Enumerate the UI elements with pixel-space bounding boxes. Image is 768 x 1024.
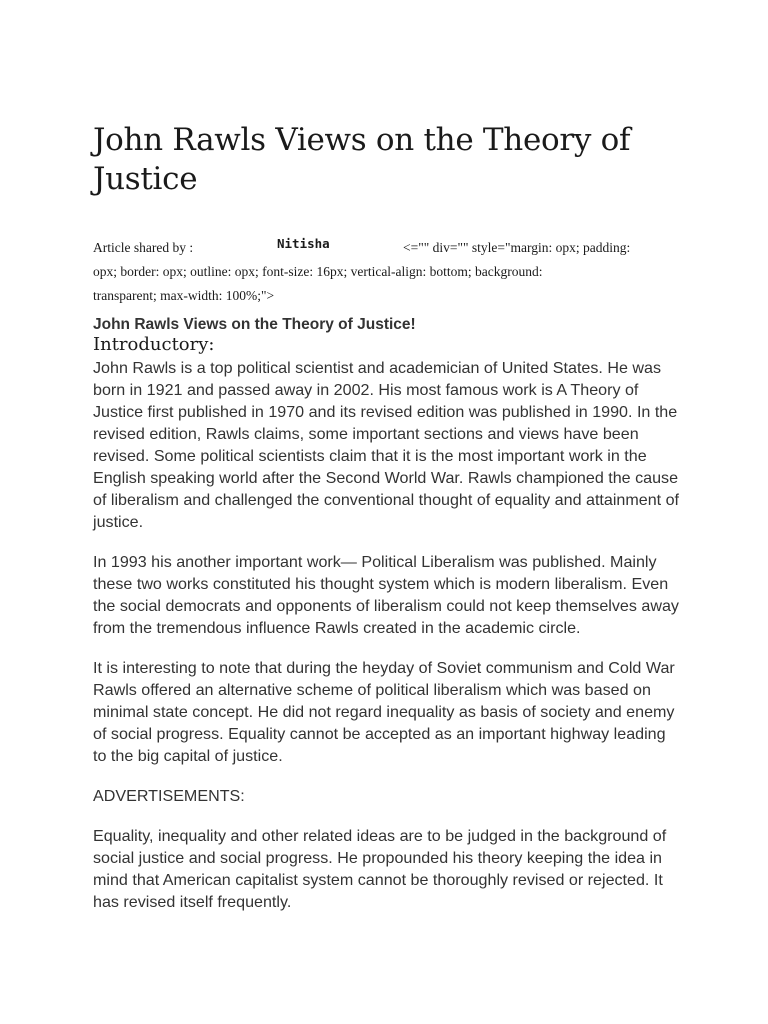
byline-stray-markup-3: transparent; max-width: 100%;"> [93, 288, 275, 303]
article-body [93, 357, 683, 931]
byline-label: Article shared by : [93, 240, 194, 255]
article-title: John Rawls Views on the Theory of Justice [93, 122, 631, 197]
advertisement-label: ADVERTISEMENTS: [93, 787, 245, 805]
byline-row-1 [93, 236, 673, 260]
byline-author[interactable]: Nitisha [277, 236, 330, 251]
section-heading-introductory: Introductory: [93, 334, 215, 355]
article-byline [93, 236, 673, 308]
byline-stray-markup-2: opx; border: opx; outline: opx; font-size: 16px; vertical-align: bottom; background: [93, 264, 543, 279]
article-subtitle: John Rawls Views on the Theory of Justice! [93, 316, 416, 333]
body-paragraph-3: It is interesting to note that during the heyday of Soviet communism and Cold War Rawls offered an alternative scheme of political liberalism which was based on minimal state concept. He did not regard inequality as basis of society and enemy of social progress. Equality cannot be accepted as an important highway leading to the big capital of justice. [93, 659, 675, 765]
body-paragraph-1: John Rawls is a top political scientist and academician of United States. He was born in 1921 and passed away in 2002. His most famous work is A Theory of Justice first published in 1970 and its revised edition was published in 1990. In the revised edition, Rawls claims, some important sections and views have been revised. Some political scientists claim that it is the most important work in the English speaking world after the Second World War. Rawls championed the cause of liberalism and challenged the conventional thought of equality and attainment of justice. [93, 359, 680, 531]
body-paragraph-2: In 1993 his another important work— Political Liberalism was published. Mainly these two works constituted his thought system which is modern liberalism. Even the social democrats and opponents of liberalism could not keep themselves away from the tremendous influence Rawls created in the academic circle. [93, 553, 679, 637]
byline-stray-markup-1: <="" div="" style="margin: opx; padding: [403, 240, 631, 255]
body-paragraph-4: Equality, inequality and other related ideas are to be judged in the background of social justice and social progress. He propounded his theory keeping the idea in mind that American capitalist system cannot be thoroughly revised or rejected. It has revised itself frequently. [93, 827, 667, 911]
